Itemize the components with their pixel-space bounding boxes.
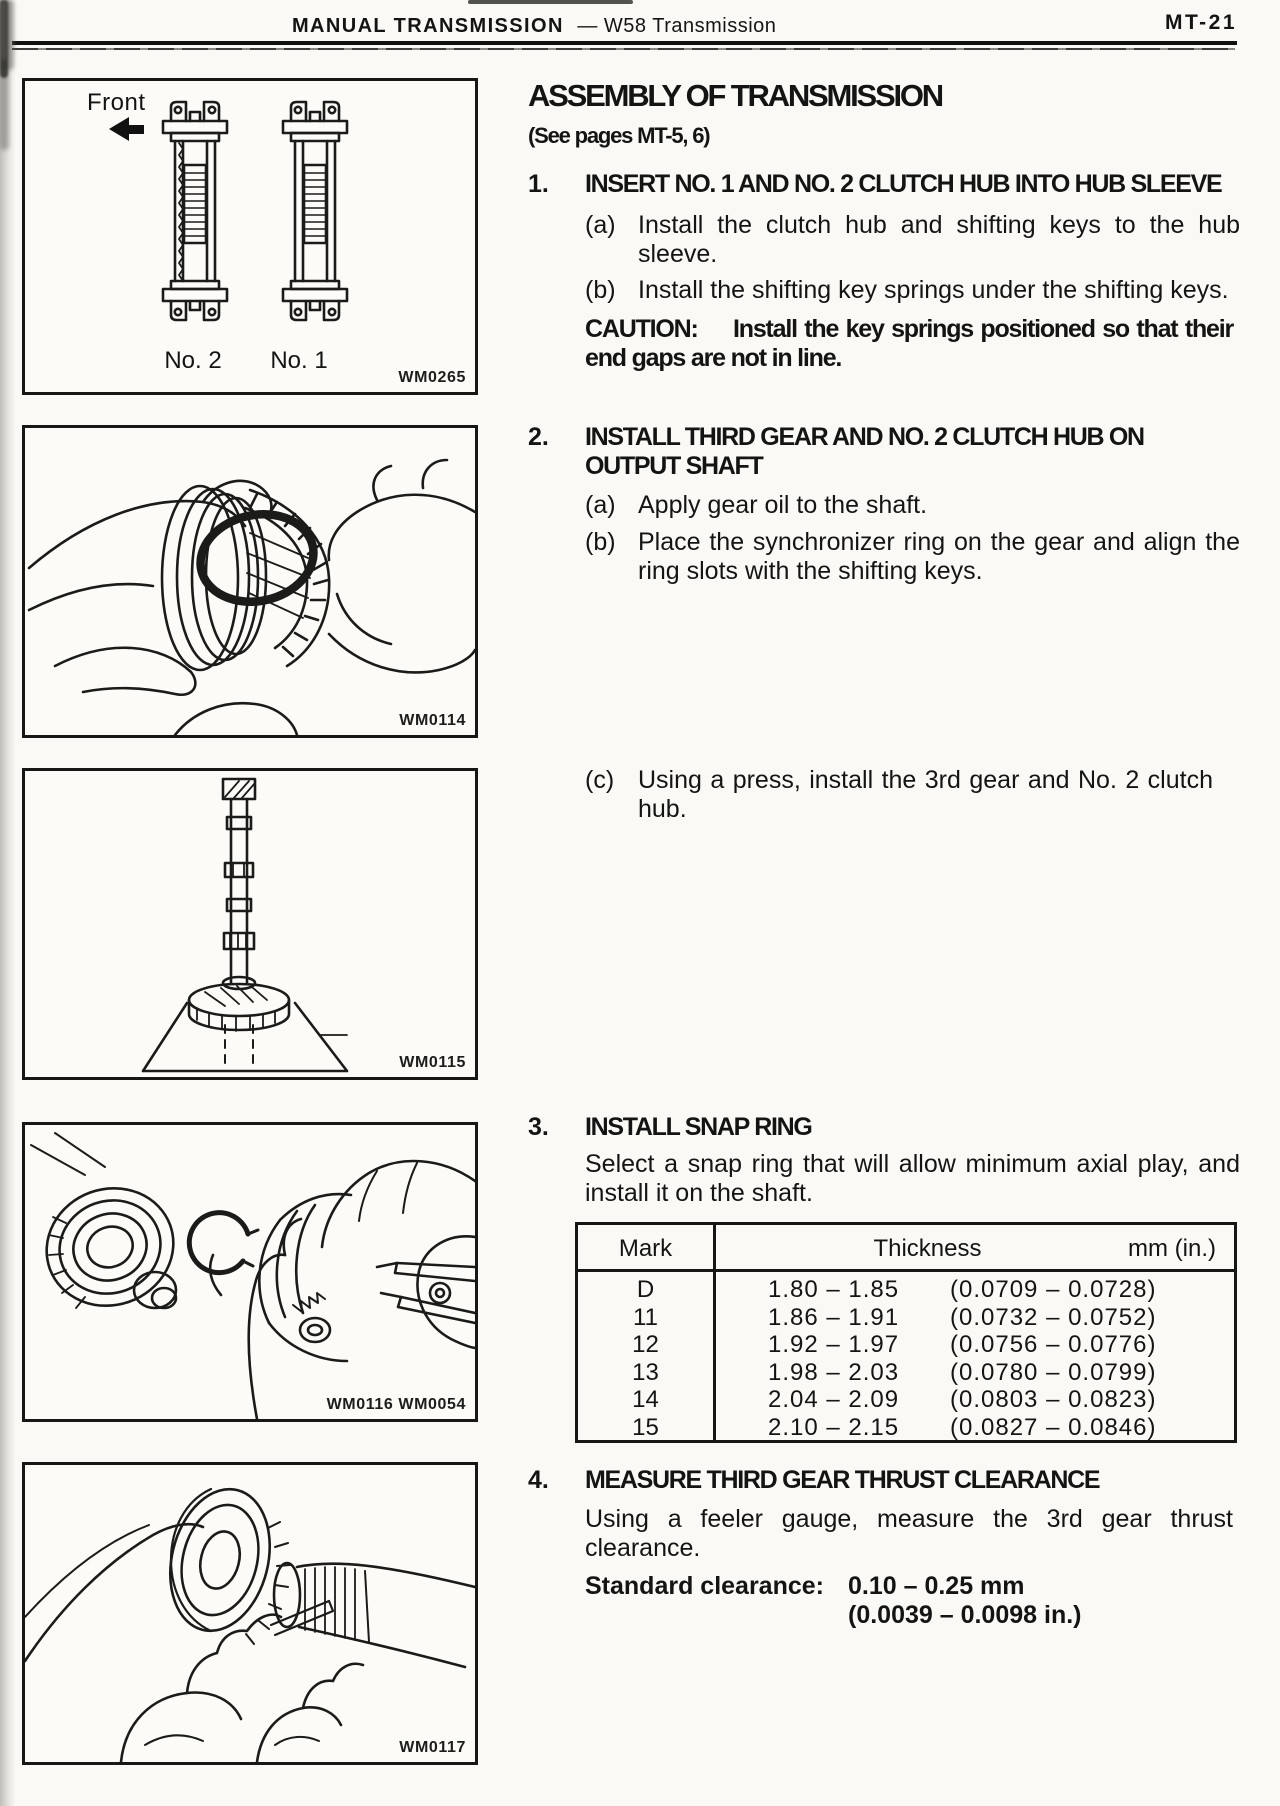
feeler-gauge-measurement-illustration xyxy=(25,1465,475,1762)
step-marker: (c) xyxy=(585,766,615,794)
spec-value-mm: 0.10 – 0.25 mm xyxy=(848,1572,1025,1600)
section-title: MEASURE THIRD GEAR THRUST CLEARANCE xyxy=(585,1466,1100,1494)
front-arrow-icon xyxy=(109,117,144,141)
cell-thickness-in: (0.0803 – 0.0823) xyxy=(950,1386,1157,1413)
header-rule-thick xyxy=(12,41,1237,45)
section-1-heading xyxy=(528,170,1240,199)
cell-thickness-in: (0.0756 – 0.0776) xyxy=(950,1331,1157,1358)
cell-thickness-mm: 1.86 – 1.91 xyxy=(768,1303,900,1331)
section-number: 4. xyxy=(528,1466,549,1494)
figure-snap-ring-install xyxy=(22,1122,478,1422)
step-2a xyxy=(585,491,1240,520)
cell-mark: D xyxy=(636,1276,655,1303)
column-header-unit: mm (in.) xyxy=(1128,1235,1216,1262)
figure-clutch-hubs xyxy=(22,78,478,395)
cell-thickness-in: (0.0709 – 0.0728) xyxy=(950,1276,1157,1303)
step-text: Apply gear oil to the shaft. xyxy=(638,491,928,519)
cell-thickness-in: (0.0827 – 0.0846) xyxy=(950,1413,1157,1441)
scan-smudge xyxy=(0,0,7,60)
cell-thickness-mm: 1.80 – 1.85 xyxy=(768,1276,900,1303)
standard-clearance-spec xyxy=(585,1572,1081,1630)
step-2c xyxy=(585,766,1213,824)
figure-code: WM0116 WM0054 xyxy=(326,1396,466,1413)
table-row xyxy=(578,1330,1234,1358)
hub-no1-label: No. 1 xyxy=(270,347,328,374)
cell-thickness-mm: 1.92 – 1.97 xyxy=(768,1331,900,1358)
front-label: Front xyxy=(87,89,146,116)
section-2-heading xyxy=(528,423,1240,481)
press-output-shaft-illustration xyxy=(25,771,475,1077)
manual-title: MANUAL TRANSMISSION xyxy=(292,15,564,37)
figure-press-shaft xyxy=(22,768,478,1080)
column-header-thickness: Thickness xyxy=(873,1235,982,1262)
page-number: MT-21 xyxy=(1164,11,1237,34)
section-4-body: Using a feeler gauge, measure the 3rd gear thrust clearance. xyxy=(585,1505,1233,1562)
section-4-heading xyxy=(528,1466,1240,1495)
page-title: ASSEMBLY OF TRANSMISSION xyxy=(528,78,942,113)
figure-code: WM0115 xyxy=(399,1054,466,1071)
caution-note xyxy=(585,315,1233,373)
step-1b xyxy=(585,276,1240,305)
cell-mark: 14 xyxy=(632,1386,659,1413)
snap-ring-thickness-table xyxy=(575,1222,1237,1443)
table-row xyxy=(578,1275,1234,1303)
figure-code: WM0114 xyxy=(399,712,466,729)
column-header-mark: Mark xyxy=(618,1235,673,1262)
cell-thickness-mm: 2.10 – 2.15 xyxy=(768,1413,900,1441)
step-text: Install the shifting key springs under the shifting keys. xyxy=(638,276,1229,304)
hub-no2-label: No. 2 xyxy=(164,347,222,374)
table-row xyxy=(578,1358,1234,1386)
table-header-row xyxy=(578,1225,1234,1272)
figure-feeler-gauge xyxy=(22,1462,478,1765)
section-number: 3. xyxy=(528,1113,549,1141)
cell-thickness-in: (0.0732 – 0.0752) xyxy=(950,1303,1157,1331)
cell-mark: 13 xyxy=(632,1358,659,1386)
table-row xyxy=(578,1385,1234,1413)
cell-thickness-in: (0.0780 – 0.0799) xyxy=(950,1358,1157,1386)
section-3-body: Select a snap ring that will allow minimum axial play, and install it on the shaft. xyxy=(585,1150,1240,1207)
table-body xyxy=(578,1275,1234,1440)
caution-text: Install the key springs positioned so that their end gaps are not in line. xyxy=(585,315,1233,372)
table-row xyxy=(578,1413,1234,1441)
figure-synchronizer-hands xyxy=(22,425,478,738)
section-3-heading xyxy=(528,1113,1240,1142)
page-subtitle: (See pages MT-5, 6) xyxy=(528,123,710,148)
cell-thickness-mm: 1.98 – 2.03 xyxy=(768,1358,900,1386)
manual-subtitle: — W58 Transmission xyxy=(577,15,777,37)
step-1a xyxy=(585,211,1240,269)
section-title: INSTALL SNAP RING xyxy=(585,1113,812,1141)
step-2b xyxy=(585,528,1240,586)
figure-code: WM0117 xyxy=(399,1739,466,1756)
section-number: 1. xyxy=(528,170,549,198)
step-text: Using a press, install the 3rd gear and No. 2 clutch hub. xyxy=(638,766,1213,823)
spec-label: Standard clearance: xyxy=(585,1572,824,1600)
spec-value-in: (0.0039 – 0.0098 in.) xyxy=(848,1601,1082,1629)
cell-mark: 15 xyxy=(632,1413,659,1441)
snap-ring-pliers-illustration xyxy=(25,1125,475,1419)
step-marker: (a) xyxy=(585,211,616,239)
synchronizer-assembly-illustration xyxy=(25,428,475,735)
scan-edge-shadow xyxy=(0,0,16,1806)
section-number: 2. xyxy=(528,423,549,451)
step-text: Place the synchronizer ring on the gear and align the ring slots with the shifting keys. xyxy=(638,528,1240,585)
table-row xyxy=(578,1303,1234,1331)
step-marker: (a) xyxy=(585,491,616,519)
cell-mark: 11 xyxy=(633,1303,658,1331)
figure-code: WM0265 xyxy=(398,369,466,386)
clutch-hub-cross-section-illustration xyxy=(25,81,475,392)
caution-label: CAUTION: xyxy=(585,315,698,343)
scan-smudge xyxy=(468,0,633,4)
header-rule-thin xyxy=(12,48,1235,50)
step-marker: (b) xyxy=(585,276,616,304)
section-title: INSTALL THIRD GEAR AND NO. 2 CLUTCH HUB ON OUTPUT SHAFT xyxy=(585,423,1144,480)
step-text: Install the clutch hub and shifting keys to the hub sleeve. xyxy=(638,211,1240,268)
step-marker: (b) xyxy=(585,528,616,556)
cell-thickness-mm: 2.04 – 2.09 xyxy=(768,1386,900,1413)
page-header-title xyxy=(292,13,776,39)
section-title: INSERT NO. 1 AND NO. 2 CLUTCH HUB INTO HUB SLEEVE xyxy=(585,170,1222,198)
cell-mark: 12 xyxy=(632,1331,659,1358)
